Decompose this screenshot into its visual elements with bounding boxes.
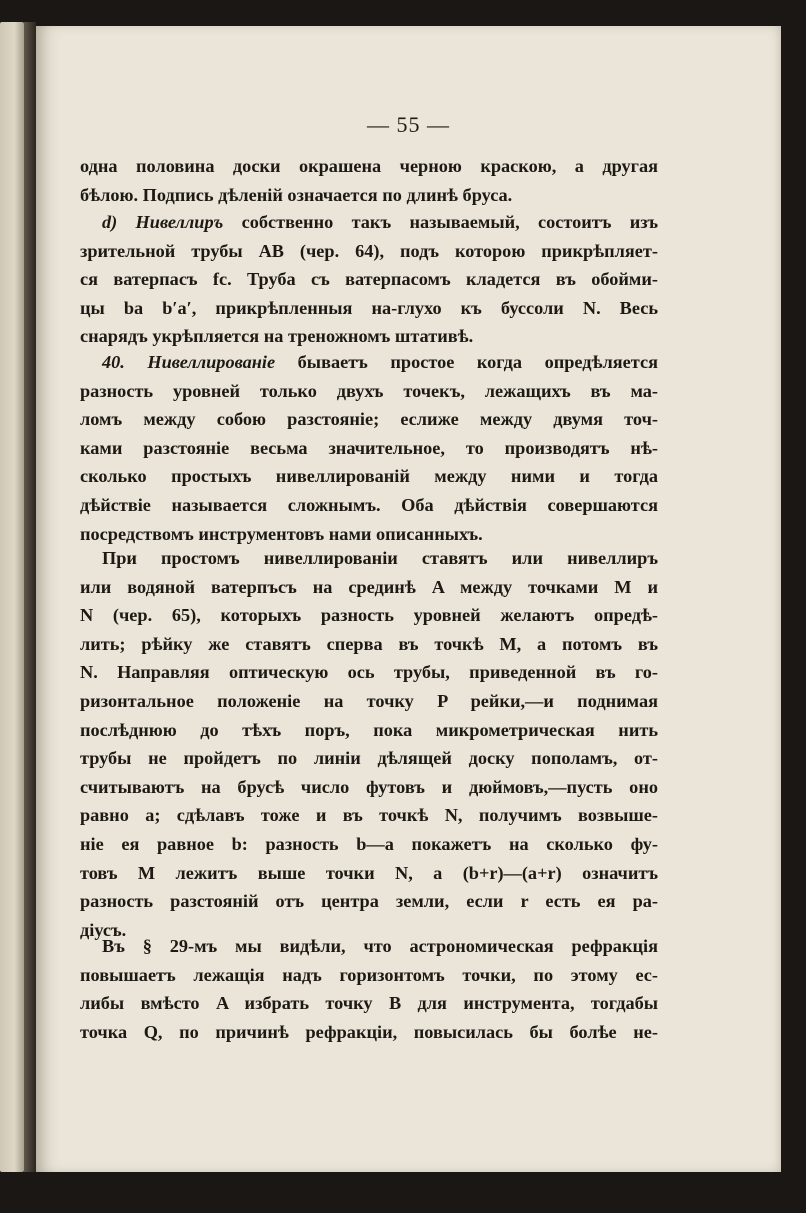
text-line: послѣднюю до тѣхъ поръ, пока микрометрическая нить [80,719,658,740]
text-line: цы ba b′a′, прикрѣпленныя на-глухо къ буссоли N. Весь [80,297,658,318]
page-number: — 55 — [367,112,450,137]
text-line: либы вмѣсто A избрать точку B для инструмента, тогдабы [80,993,658,1014]
book-gutter [24,22,36,1172]
text-line: сколько простыхъ нивеллированій между ними и тогда [80,466,658,487]
text-line: точка Q, по причинѣ рефракціи, повысилась бы болѣе не- [80,1021,658,1042]
book-page [36,26,781,1172]
term-label: d) Нивеллиръ [102,212,224,232]
text-line: ризонтальное положеніе на точку P рейки,—и поднимая [80,690,658,711]
text-line: повышаетъ лежащія надъ горизонтомъ точки, по этому ес- [80,964,658,985]
text-line: трубы не пройдетъ по линіи дѣлящей доску пополамъ, от- [80,748,658,769]
text-line: бѣлою. Подпись дѣленій означается по длинѣ бруса. [80,184,513,205]
text-line: одна половина доски окрашена черною краскою, а другая [80,156,658,176]
text-line: ломъ между собою разстояніе; еслиже между двумя точ- [80,409,658,430]
text-fragment: собственно такъ называемый, состоитъ изъ [223,212,658,232]
text-line: дѣйствіе называется сложнымъ. Оба дѣйствія совершаются [80,494,658,515]
text-line: посредствомъ инструментовъ нами описанныхъ. [80,523,483,544]
text-line [80,348,658,377]
text-line: лить; рѣйку же ставятъ сперва въ точкѣ M, а потомъ въ [80,633,658,654]
text-line: или водяной ватерпъсъ на срединѣ A между точками M и [80,576,658,597]
paragraph-3 [80,348,658,548]
text-line: товъ M лежитъ выше точки N, а (b+r)—(a+r) означитъ [80,862,658,883]
paragraph-5 [80,932,658,1046]
text-line: N. Направляя оптическую ось трубы, приведенной въ го- [80,662,658,683]
text-line: При простомъ нивеллированіи ставятъ или нивеллиръ [102,548,658,568]
text-line: діусъ. [80,919,127,940]
paragraph-4 [80,544,658,944]
text-line: Въ § 29-мъ мы видѣли, что астрономическая рефракція [102,936,658,956]
text-line: ся ватерпасъ fc. Труба съ ватерпасомъ кладется въ обойми- [80,269,658,290]
text-line: разность разстояній отъ центра земли, если r есть ея ра- [80,891,658,912]
text-line [80,208,658,237]
left-page-edge [0,22,24,1172]
paragraph-1 [80,152,658,209]
text-line: N (чер. 65), которыхъ разность уровней желаютъ опредѣ- [80,605,658,626]
text-fragment: бываетъ простое когда опредѣляется [275,352,658,372]
paragraph-2 [80,208,658,351]
text-line: ками разстояніе весьма значительное, то производятъ нѣ- [80,437,658,458]
text-line: ніе ея равное b: разность b—a покажетъ на сколько фу- [80,833,658,854]
text-line: снарядъ укрѣпляется на треножномъ штативѣ. [80,326,474,347]
text-line: считываютъ на брусѣ число футовъ и дюймовъ,—пусть оно [80,776,658,797]
text-line: зрительной трубы AB (чер. 64), подъ которою прикрѣпляет- [80,240,658,261]
text-line: равно a; сдѣлавъ тоже и въ точкѣ N, получимъ возвыше- [80,805,658,826]
term-label: 40. Нивеллированіе [102,352,276,372]
text-line: разность уровней только двухъ точекъ, лежащихъ въ ма- [80,380,658,401]
